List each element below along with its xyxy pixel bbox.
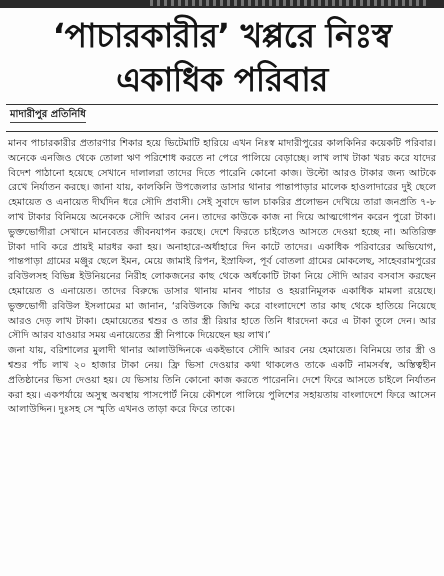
- article-paragraph-2: জনা যায়, বরিশালের মুলাদী থানার আলাউদ্দিনকে একইভাবে সৌদি আরব নেয় হেমায়েত। বিনিময়ে তার স্ত্রী ও শ্বশুর পাঁচ লাখ ২০ হাজার টাকা নেয়। ফ্রি ভিসা দেওয়ার কথা থাকলেও তাকে একটি নামসর্বস্ব, অস্তিত্বহীন প্রতিষ্ঠানের ভিসা দেওয়া হয়। যে ভিসায় তিনি কোনো কাজ করতে পারেননি। দেশে ফিরে আসতে চাইলে নির্যাতন করা হয়। একপর্যায়ে অসুস্থ অবস্থায় পাসপোর্ট নিয়ে কৌশলে পালিয়ে পুলিশের সহায়তায় বাংলাদেশে ফিরে আসেন আলাউদ্দিন। দুঃসহ সে স্মৃতি এখনও তাড়া করে ফিরে তাকে।: [8, 345, 436, 416]
- headline-line-2: একাধিক পরিবার: [116, 60, 328, 99]
- headline-divider: [6, 104, 438, 105]
- byline-divider: [6, 131, 438, 132]
- headline-line-1: ‘পাচারকারীর’ খপ্পরে নিঃস্ব: [52, 16, 392, 55]
- cropped-previous-column-text: [150, 0, 430, 6]
- byline-underline: [10, 122, 86, 123]
- article-body: [8, 137, 436, 418]
- byline: মাদারীপুর প্রতিনিধি: [10, 109, 86, 120]
- article-paragraph-1: মানব পাচারকারীর প্রতারণার শিকার হয়ে ভিটেমাটি হারিয়ে এখন নিঃস্ব মাদারীপুরের কালকিনির কয়েকটি পরিবার। অনেকে এনজিও থেকে তোলা ঋণ পরিশোধ করতে না পেরে পালিয়ে বেড়াচ্ছে। লাখ লাখ টাকা খরচ করে যাদের বিদেশ পাঠানো হয়েছে সেখানে দালালরা তাদের দিতে পারেনি কোনো কাজ। উল্টো আরও টাকার জন্য আটকে রেখে নির্যাতন করছে। জানা যায়, কালকিনি উপজেলার ডাসার থানার পান্তাপাড়ার মালেক হাওলাদারের দুই ছেলে হেমায়েত ও এনায়েত দীর্ঘদিন ধরে সৌদি প্রবাসী। সেই সুবাদে ভাল চাকরির প্রলোভন দেখিয়ে তারা জনপ্রতি ৭-৮ লাখ টাকার বিনিময়ে অনেককে সৌদি আরব নেন। তাদের কাউকে কাজ না দিয়ে আত্মগোপন করেন পুরো টাকা। ভুক্তভোগীরা সেখানে মানবেতর জীবনযাপন করছে। দেশে ফিরতে চাইলেও আসতে দেওয়া হচ্ছে না। অতিরিক্ত টাকা দাবি করে প্রায়ই মারধর করা হয়। অনাহারে-অর্ধাহারে দিন কাটে তাদের। একাধিক পরিবারের অভিযোগ, পান্তপাড়া গ্রামের মঞ্জুর ছেলে ইমন, মেয়ে জামাই রিপন, ইস্রাফিল, পূর্ব বোতলা গ্রামের মোকলেছ, সাহেবরামপুরের রবিউলসহ বিভিন্ন ইউনিয়নের নিরীহ লোকজনের কাছ থেকে অর্ধকোটি টাকা নিয়ে সৌদি আরব বসবাস করছেন হেমায়েত ও এনায়েত। তাদের বিরুদ্ধে ডাসার থানায় মানব পাচার ও হয়রানিমূলক একাধিক মামলা রয়েছে। ভুক্তভোগী রবিউল ইসলামের মা জানান, ‘রবিউলকে জিম্মি করে বাংলাদেশে তার কাছ থেকে হাতিয়ে নিয়েছে আরও দেড় লাখ টাকা। হেমায়েতের শ্বশুর ও তার স্ত্রী রিয়ার হাতে তিনি ধারদেনা করে এ টাকা তুলে দেন। আর সৌদি আরব যাওয়ার সময় এনায়েতের স্ত্রী নিপাকে দিয়েছেন ছয় লাখ।’: [8, 138, 436, 342]
- headline: [0, 14, 444, 102]
